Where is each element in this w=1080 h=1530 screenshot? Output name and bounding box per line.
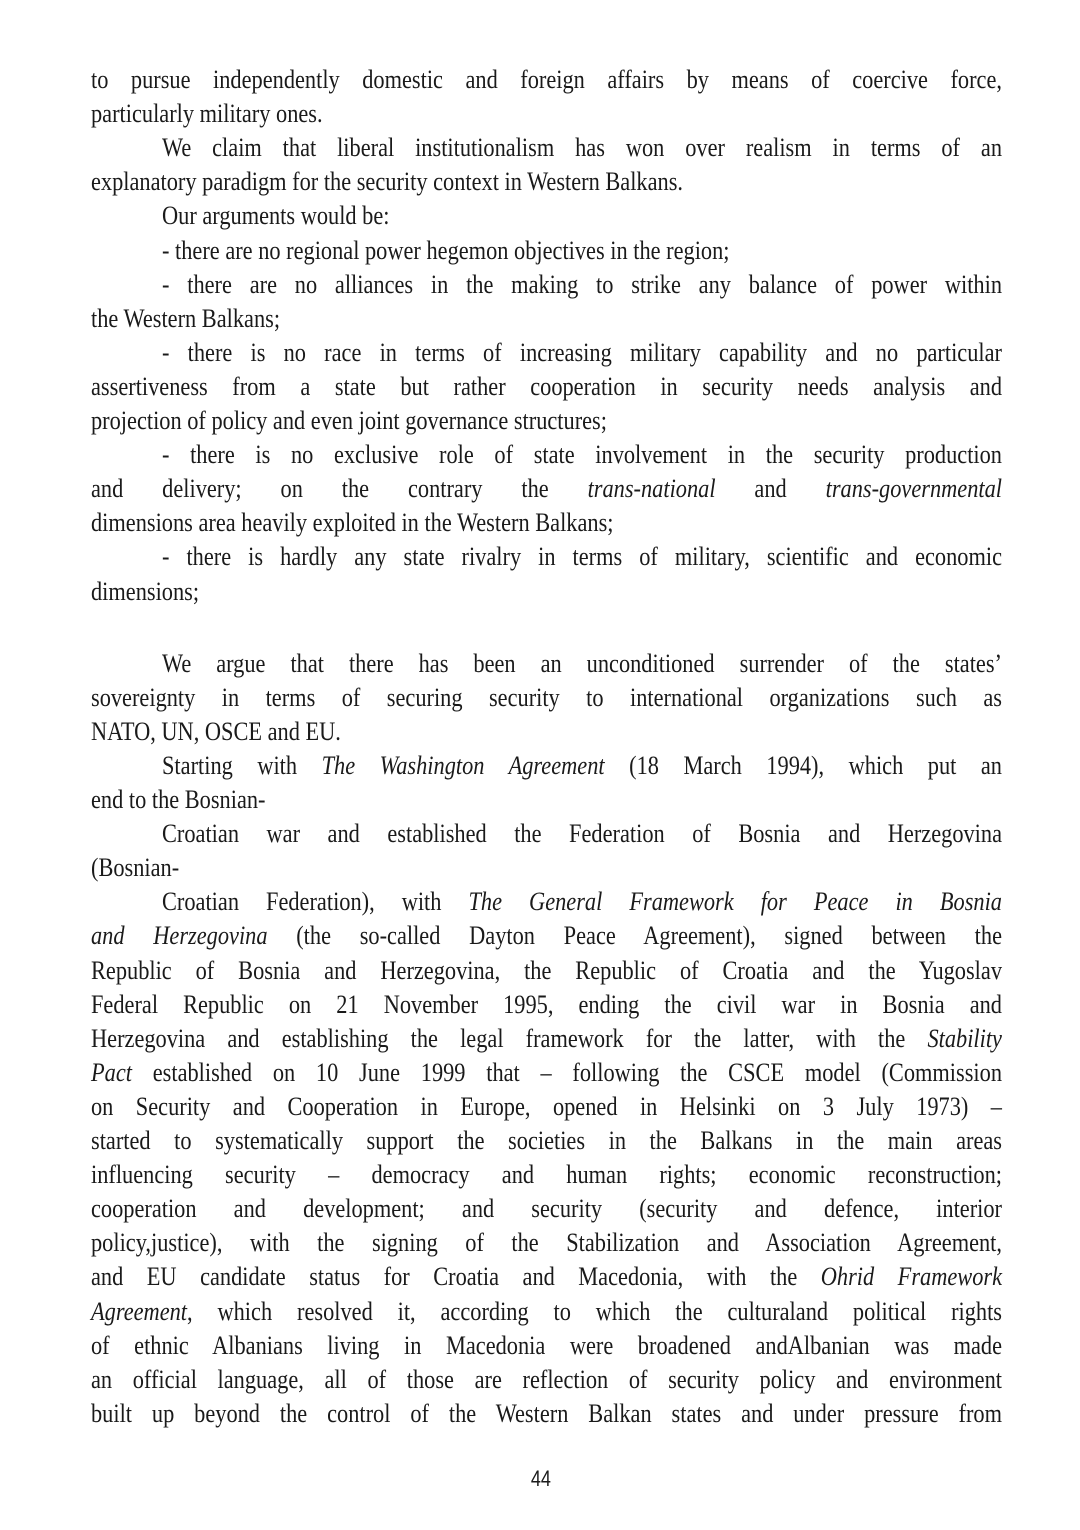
text-line (91, 404, 1002, 438)
text-line (91, 370, 1002, 404)
text-line (91, 1329, 1002, 1363)
text-line-content (91, 1363, 1002, 1397)
text-line-content (91, 783, 266, 817)
text-run: an official language, all of those are reflection of security policy and environment (91, 1364, 1002, 1394)
text-line (91, 234, 1002, 268)
text-line (91, 988, 1002, 1022)
text-line (91, 681, 1002, 715)
text-run: We argue that there has been an unconditioned surrender of the states’ (162, 648, 1003, 678)
text-line (91, 1295, 1002, 1329)
text-line-content (162, 199, 390, 233)
text-line-content (162, 885, 1002, 919)
text-run: - there are no regional power hegemon objectives in the region; (162, 235, 730, 265)
text-line-content (91, 954, 1002, 988)
text-line-content (91, 919, 1002, 953)
text-run: started to systematically support the societies in the Balkans in the main areas (91, 1126, 1002, 1155)
text-run: Croatian war and established the Federation of Bosnia and Herzegovina (162, 819, 1003, 849)
text-line (91, 472, 1002, 506)
text-run: on Security and Cooperation in Europe, opened in Helsinki on 3 July 1973) – (91, 1091, 1002, 1121)
text-line (91, 63, 1002, 97)
text-run: and delivery; on the contrary the (91, 474, 588, 504)
text-line (91, 851, 1002, 885)
text-line (91, 885, 1002, 919)
text-line (91, 131, 1002, 165)
text-line (91, 165, 1002, 199)
text-run: Herzegovina and establishing the legal framework for the latter, with the (91, 1023, 928, 1053)
text-line-content (91, 1192, 1002, 1226)
text-line-content (162, 438, 1002, 472)
text-run: assertiveness from a state but rather cooperation in security needs analysis and (91, 371, 1003, 401)
text-run: built up beyond the control of the Western Balkan states and under pressure from (91, 1398, 1002, 1428)
text-line (91, 1022, 1002, 1056)
text-run: the Western Balkans; (91, 303, 281, 333)
text-run: - there is no race in terms of increasing military capability and no particular (162, 337, 1002, 367)
text-run: Our arguments would be: (162, 201, 390, 231)
text-line (91, 647, 1002, 681)
text-line (91, 199, 1002, 233)
italic-text: trans-national (587, 474, 716, 504)
text-line-content (162, 817, 1002, 851)
text-run: - there are no alliances in the making to strike any balance of power within (162, 269, 1003, 299)
text-line (91, 97, 1002, 131)
text-run: NATO, UN, OSCE and EU. (91, 716, 341, 746)
text-line (91, 336, 1002, 370)
text-line-content (162, 336, 1002, 370)
text-run: (18 March 1994), which put an (604, 750, 1002, 780)
text-line-content (91, 1329, 1002, 1363)
text-line (91, 1124, 1002, 1158)
text-run: cooperation and development; and security (security and defence, interior (91, 1194, 1002, 1224)
text-line-content (91, 63, 1002, 97)
text-line-content (162, 749, 1002, 783)
text-run: particularly military ones. (91, 99, 323, 129)
text-line (91, 1260, 1002, 1294)
text-run: - there is no exclusive role of state involvement in the security production (162, 440, 1002, 470)
text-line-content (91, 302, 280, 336)
italic-text: Stability (927, 1023, 1002, 1053)
text-run: (Bosnian- (91, 853, 180, 883)
text-line-content (91, 1295, 1002, 1329)
text-line-content (91, 404, 607, 438)
italic-text: Agreement (91, 1296, 188, 1326)
text-run: dimensions area heavily exploited in the Western Balkans; (91, 508, 614, 538)
italic-text: and Herzegovina (91, 921, 268, 951)
text-line-content (162, 131, 1002, 165)
text-run: , which resolved it, according to which the culturaland political rights (187, 1296, 1003, 1326)
text-run: - there is hardly any state rivalry in terms of military, scientific and economic (162, 542, 1003, 572)
text-run: to pursue independently domestic and foreign affairs by means of coercive force, (91, 65, 1003, 94)
text-line-content (91, 1158, 1002, 1192)
text-line-content (91, 988, 1002, 1022)
page-number: 44 (530, 1466, 551, 1491)
text-line-content (91, 1260, 1002, 1294)
text-line-content (91, 1397, 1002, 1431)
italic-text: Ohrid Framework (820, 1262, 1002, 1292)
text-run: dimensions; (91, 576, 200, 606)
text-line (91, 1158, 1002, 1192)
text-line (91, 438, 1002, 472)
italic-text: trans-governmental (825, 474, 1002, 504)
text-run: projection of policy and even joint governance structures; (91, 406, 607, 435)
text-run: (the so-called Dayton Peace Agreement), signed between the (267, 921, 1002, 951)
text-run: We claim that liberal institutionalism has won over realism in terms of an (162, 133, 1003, 163)
text-run: Federal Republic on 21 November 1995, ending the civil war in Bosnia and (91, 989, 1002, 1019)
text-line-content (91, 1056, 1002, 1090)
text-line (91, 575, 1002, 609)
text-line-content (91, 575, 199, 609)
italic-text: Pact (91, 1057, 132, 1087)
text-run: policy,justice), with the signing of the Stabilization and Association Agreement, (91, 1228, 1002, 1258)
text-line (91, 1363, 1002, 1397)
text-line (91, 954, 1002, 988)
text-line (91, 715, 1002, 749)
text-line (91, 268, 1002, 302)
text-line (91, 919, 1002, 953)
text-line-content (91, 506, 613, 540)
text-run: Republic of Bosnia and Herzegovina, the Republic of Croatia and the Yugoslav (91, 955, 1003, 985)
italic-text: The Washington Agreement (321, 750, 605, 780)
text-run: of ethnic Albanians living in Macedonia were broadened andAlbanian was made (91, 1330, 1002, 1360)
text-line (91, 540, 1002, 574)
text-line-content (162, 540, 1002, 574)
text-line-content (162, 647, 1002, 681)
text-run: influencing security – democracy and human rights; economic reconstruction; (91, 1160, 1002, 1190)
text-line (91, 1397, 1002, 1431)
text-line (91, 1226, 1002, 1260)
text-line-content (91, 472, 1002, 506)
text-line (91, 1090, 1002, 1124)
text-run: and EU candidate status for Croatia and Macedonia, with the (91, 1262, 821, 1292)
text-line-content (162, 268, 1002, 302)
text-line-content (91, 1090, 1002, 1124)
text-run: Starting with (162, 750, 322, 780)
text-line-content (91, 1022, 1002, 1056)
text-run: and (715, 474, 826, 504)
text-line-content (91, 97, 323, 131)
text-line-content (91, 370, 1002, 404)
text-line (91, 1192, 1002, 1226)
text-line (91, 749, 1002, 783)
italic-text: The General Framework for Peace in Bosnia (468, 887, 1002, 917)
text-line-content (91, 681, 1002, 715)
text-line-content (91, 715, 341, 749)
text-run: established on 10 June 1999 that – following the CSCE model (Commission (131, 1057, 1003, 1087)
text-run: end to the Bosnian- (91, 785, 266, 814)
text-run: explanatory paradigm for the security context in Western Balkans. (91, 167, 684, 197)
text-line (91, 1056, 1002, 1090)
text-line (91, 506, 1002, 540)
text-line-content (162, 234, 729, 268)
text-line-content (91, 851, 179, 885)
text-line-content (91, 165, 683, 199)
text-line (91, 817, 1002, 851)
text-line (91, 783, 1002, 817)
text-line-content (91, 1226, 1002, 1260)
text-run: Croatian Federation), with (162, 887, 469, 917)
text-line (91, 302, 1002, 336)
text-line-content (91, 1124, 1002, 1158)
text-run: sovereignty in terms of securing security to international organizations such as (91, 682, 1002, 712)
